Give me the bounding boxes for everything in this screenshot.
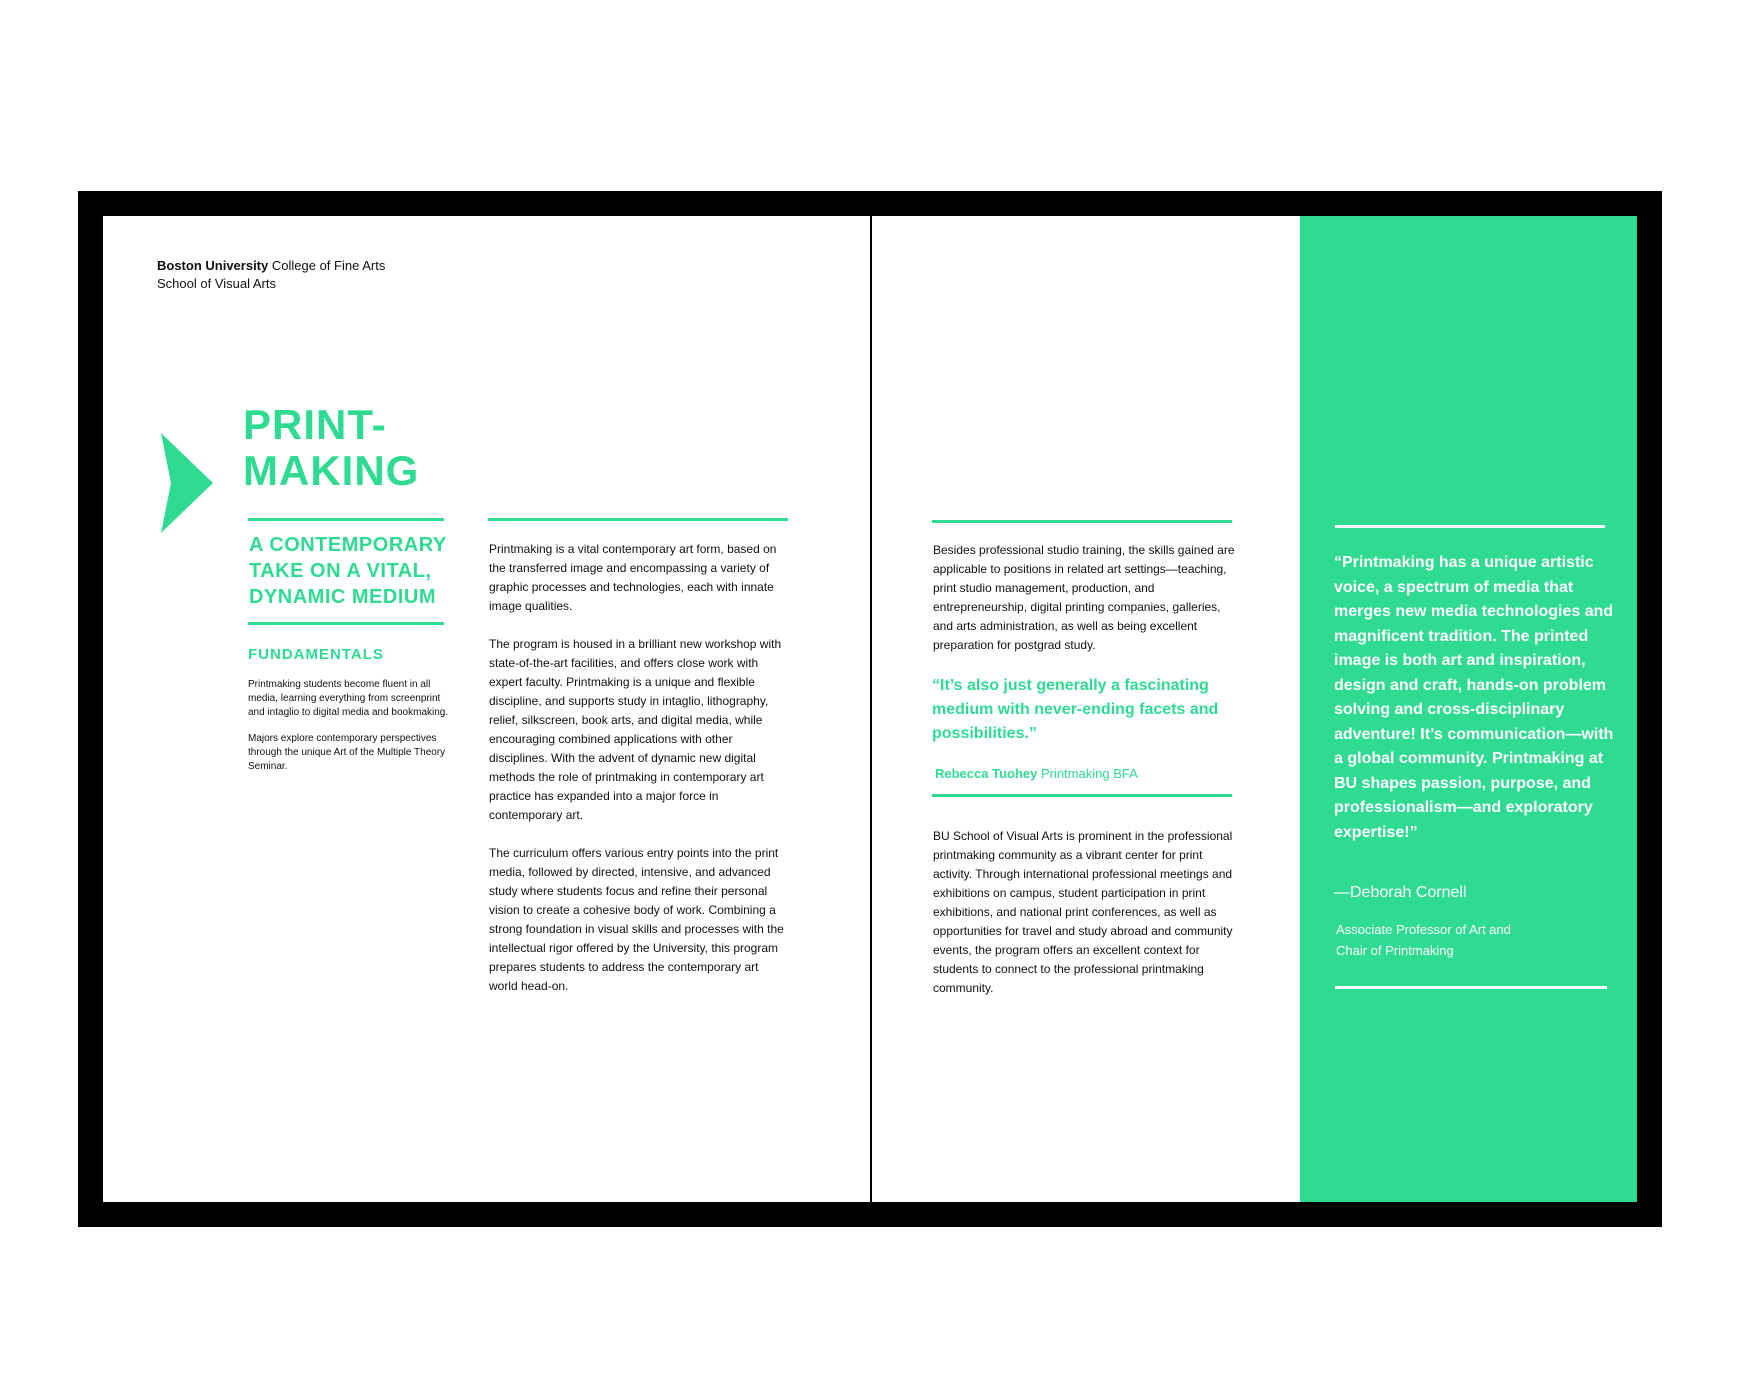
attribution-name: Rebecca Tuohey xyxy=(935,766,1038,781)
right-top-rule xyxy=(932,520,1232,523)
body-paragraph: BU School of Visual Arts is prominent in the professional printmaking community as a vibrant center for print activity. Through international professional meetings and exhibitions on campus, student participation in print exhibitions, and national print conferences, as well as opportunities for travel and study abroad and community events, the program offers an excellent context for students to connect to the professional printmaking community. xyxy=(933,829,1233,995)
subtitle-top-rule xyxy=(248,518,444,521)
quote-panel xyxy=(1300,216,1637,1202)
panel-quote-role xyxy=(1336,919,1566,961)
body-column xyxy=(489,540,789,1015)
page-title xyxy=(243,402,419,494)
brochure-frame xyxy=(78,191,1662,1227)
body-top-rule xyxy=(488,518,788,521)
role-line-2: Chair of Printmaking xyxy=(1336,943,1454,958)
panel-bottom-rule xyxy=(1335,986,1607,989)
subtitle-bottom-rule xyxy=(248,622,444,625)
panel-top-rule xyxy=(1335,525,1605,528)
body-paragraph: Besides professional studio training, the skills gained are applicable to positions in related art settings—teaching, print studio management, production, and entrepreneurship, digital printing companies, galleries, and arts administration, as well as being excellent preparation for postgrad study. xyxy=(933,543,1235,652)
student-quote: “It’s also just generally a fascinating medium with never-ending facets and possibilities.” xyxy=(932,677,1219,742)
fundamentals-heading: FUNDAMENTALS xyxy=(248,646,384,663)
university-name: Boston University xyxy=(157,258,269,273)
right-paragraph-1 xyxy=(933,541,1243,674)
body-paragraph: Printmaking is a vital contemporary art form, based on the transferred image and encompassing a variety of graphic processes and technologies, each with innate image qualities. xyxy=(489,542,777,613)
title-line-2: MAKING xyxy=(243,447,420,494)
attribution-program: Printmaking BFA xyxy=(1040,766,1138,781)
fundamentals-paragraph: Majors explore contemporary perspectives through the unique Art of the Multiple Theory Seminar. xyxy=(248,733,446,772)
panel-quote-author: —Deborah Cornell xyxy=(1334,884,1467,901)
title-line-1: PRINT- xyxy=(243,401,387,448)
fundamentals-paragraph: Printmaking students become fluent in all media, learning everything from screenprint and intaglio to digital media and bookmaking. xyxy=(248,679,449,718)
fundamentals-body xyxy=(248,678,453,786)
subtitle: A CONTEMPORARY TAKE ON A VITAL, DYNAMIC MEDIUM xyxy=(249,534,447,608)
header-line-1 xyxy=(157,257,385,275)
college-name: College of Fine Arts xyxy=(271,258,386,273)
left-page xyxy=(103,216,870,1202)
quote-bottom-rule xyxy=(932,794,1232,797)
role-line-1: Associate Professor of Art and xyxy=(1336,922,1511,937)
school-name: School of Visual Arts xyxy=(157,276,276,291)
body-paragraph: The program is housed in a brilliant new workshop with state-of-the-art facilities, and offers close work with expert faculty. Printmaking is a unique and flexible discipline, and supports study in intaglio, lithography, relief, silkscreen, book arts, and digital media, while encouraging combined applications with other disciplines. With the advent of dynamic new digital methods the role of printmaking in contemporary art practice has expanded into a major force in contemporary art. xyxy=(489,637,782,822)
body-paragraph: The curriculum offers various entry points into the print media, followed by directed, intensive, and advanced study where students focus and refine their personal vision to create a cohesive body of work. Combining a strong foundation in visual skills and processes with the intellectual rigor offered by the University, this program prepares students to address the contemporary art world head-on. xyxy=(489,846,784,993)
right-paragraph-2 xyxy=(933,827,1243,1017)
panel-quote: “Printmaking has a unique artistic voice, a spectrum of media that merges new media technologies and magnificent tradition. The printed image is both art and inspiration, design and craft, hands-on problem solving and cross-disciplinary adventure! It’s communication—with a global community. Printmaking at BU shapes passion, purpose, and professionalism—and exploratory expertise!” xyxy=(1334,554,1614,841)
student-attribution xyxy=(935,766,1138,781)
header xyxy=(157,257,385,293)
right-page xyxy=(872,216,1637,1202)
chevron-icon xyxy=(161,433,213,533)
